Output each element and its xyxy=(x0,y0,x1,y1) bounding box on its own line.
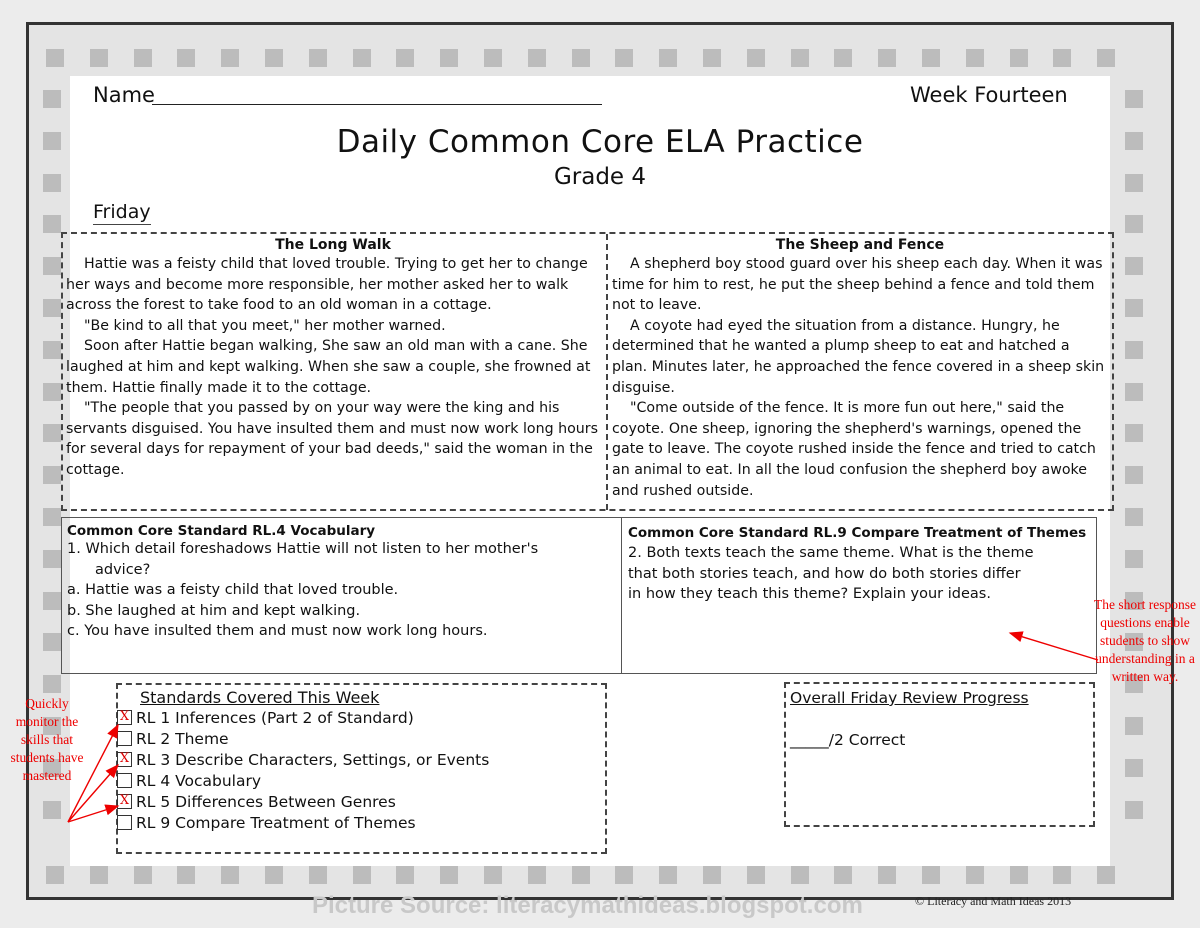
answer-choice-a[interactable]: a. Hattie was a feisty child that loved trouble. xyxy=(67,582,399,598)
page-title: Daily Common Core ELA Practice xyxy=(336,124,864,160)
question-text: in how they teach this theme? Explain your ideas. xyxy=(628,586,991,602)
answer-choice-c[interactable]: c. You have insulted them and must now work long hours. xyxy=(67,623,488,639)
standard-checkbox[interactable]: X xyxy=(117,710,132,725)
passage-paragraph: "Be kind to all that you meet," her mother warned. xyxy=(84,317,446,334)
answer-choice-b[interactable]: b. She laughed at him and kept walking. xyxy=(67,602,361,619)
standard-label: RL 1 Inferences (Part 2 of Standard) xyxy=(136,708,414,727)
standard-checkbox[interactable]: X xyxy=(117,794,132,809)
passage-title: The Sheep and Fence xyxy=(775,237,945,253)
question-stem: 1. Which detail foreshadows Hattie will not listen to her mother's xyxy=(67,541,539,557)
passage-title: The Long Walk xyxy=(275,237,391,253)
name-label: Name xyxy=(93,83,155,107)
picture-source-watermark: Picture Source: literacymathideas.blogspot.com xyxy=(312,892,863,919)
passage-paragraph: "Come outside of the fence. It is more fun out here," said the coyote. One sheep, ignoring the shepherd's warnings, opened the gate to leave. The coyote rushed inside the fence and tried to catch an animal to eat. In all the loud confusion the shepherd boy awoke and rushed outside. xyxy=(612,400,1096,499)
standards-heading: Standards Covered This Week xyxy=(140,688,380,707)
question-heading: Common Core Standard RL.9 Compare Treatment of Themes xyxy=(628,525,1087,541)
question-text: 2. Both texts teach the same theme. What is the theme xyxy=(628,545,1034,561)
annotation-right: The short response questions enable students to show understanding in a written way. xyxy=(1094,597,1196,684)
passage-paragraph: A shepherd boy stood guard over his sheep each day. When it was time for him to rest, he put the sheep behind a fence and told them not to leave. xyxy=(612,256,1103,314)
day-label: Friday xyxy=(93,201,151,223)
standard-label: RL 5 Differences Between Genres xyxy=(136,792,396,811)
question-heading: Common Core Standard RL.4 Vocabulary xyxy=(67,523,376,539)
progress-score[interactable]: _____/2 Correct xyxy=(790,731,906,749)
passage-paragraph: A coyote had eyed the situation from a distance. Hungry, he determined that he wanted a plump sheep to eat and hatched a plan. Minutes later, he approached the fence covered in a sheep skin disguise. xyxy=(612,317,1105,396)
question-text: that both stories teach, and how do both stories differ xyxy=(628,565,1021,582)
annotation-left: Quickly monitor the skills that students have mastered xyxy=(10,696,84,783)
arrow-to-q2 xyxy=(1010,633,1098,660)
passage-paragraph: Hattie was a feisty child that loved trouble. Trying to get her to change her ways and become more responsible, her mother asked her to walk across the forest to take food to an old woman in a cottage. xyxy=(66,256,588,314)
question-stem-cont: advice? xyxy=(95,561,151,578)
copyright-notice: © Literacy and Math Ideas 2013 xyxy=(915,894,1072,908)
standard-label: RL 9 Compare Treatment of Themes xyxy=(136,813,416,832)
standard-checkbox[interactable]: X xyxy=(117,752,132,767)
passage-paragraph: "The people that you passed by on your way were the king and his servants disguised. You have insulted them and must now work long hours for several days for repayment of your bad deeds," said the woman in the cottage. xyxy=(66,400,599,478)
grade-label: Grade 4 xyxy=(553,164,647,190)
week-label: Week Fourteen xyxy=(910,83,1068,107)
progress-heading: Overall Friday Review Progress xyxy=(790,689,1029,707)
standard-label: RL 2 Theme xyxy=(136,729,229,748)
passage-paragraph: Soon after Hattie began walking, She saw an old man with a cane. She laughed at him and kept walking. When she saw a couple, she frowned at them. Hattie finally made it to the cottage. xyxy=(66,338,591,396)
standard-label: RL 4 Vocabulary xyxy=(136,771,262,790)
standard-label: RL 3 Describe Characters, Settings, or Events xyxy=(136,750,490,769)
